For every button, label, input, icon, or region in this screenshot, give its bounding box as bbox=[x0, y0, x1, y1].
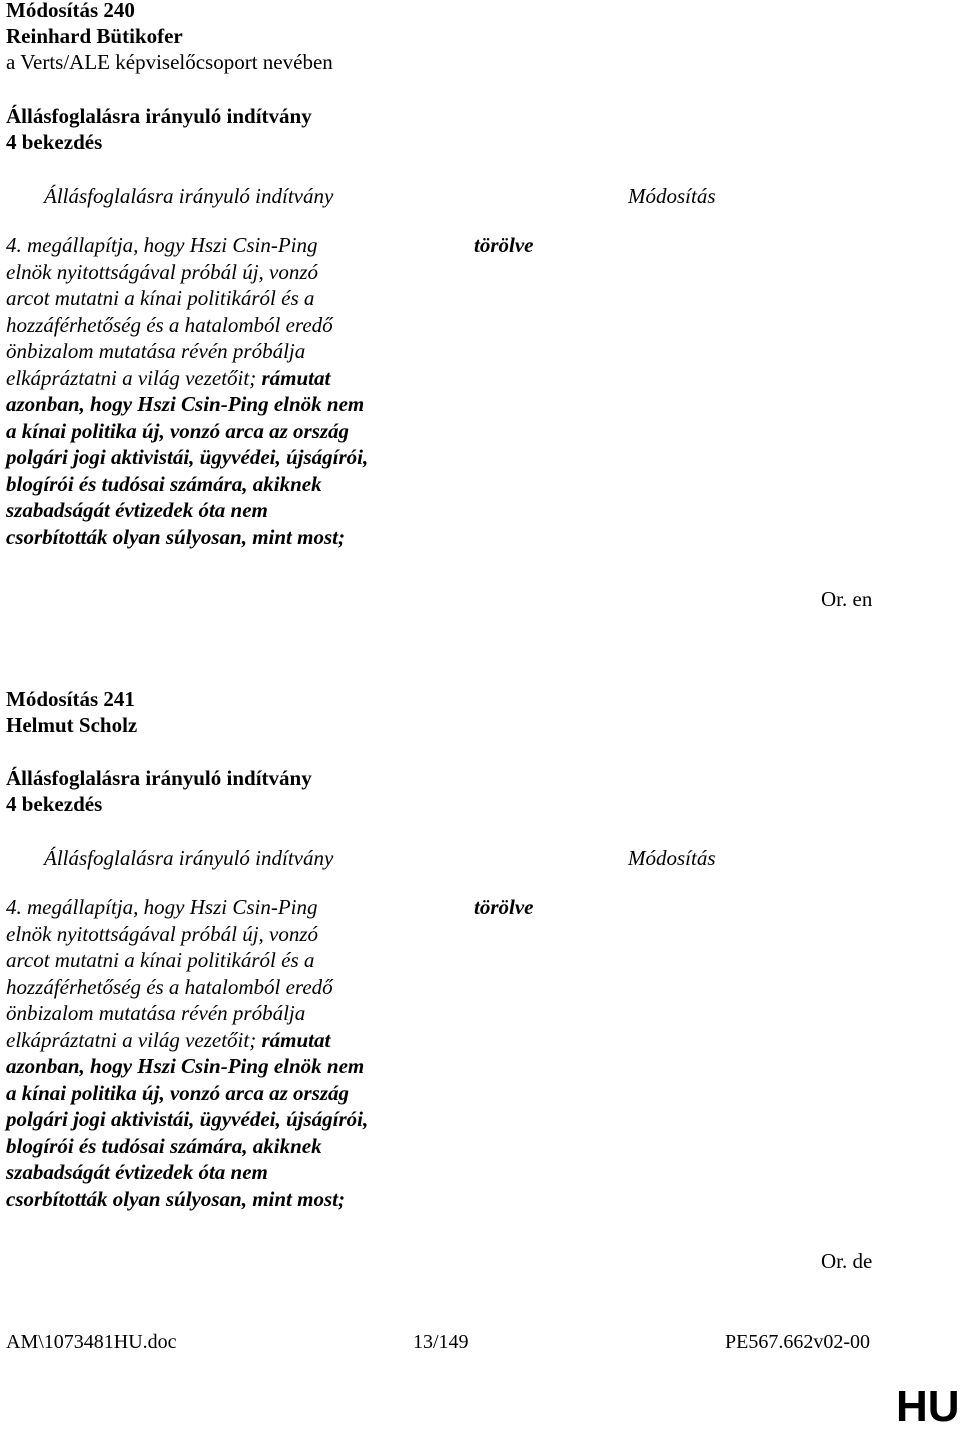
amendment-240-author: Reinhard Bütikofer bbox=[6, 24, 183, 48]
footer-pe-reference: PE567.662v02-00 bbox=[725, 1331, 870, 1353]
amendment-241-text-unchanged: 4. megállapítja, hogy Hszi Csin-Ping elnök nyitottságával próbál új, vonzó arcot mutatni a kínai politikáról és a hozzáférhetőség és a hatalomból eredő önbizalom mutatása révén próbálja elkápráztatni a világ vezetőit; bbox=[6, 895, 333, 1052]
amendment-240-original-language: Or. en bbox=[821, 587, 873, 611]
amendment-241-original-language: Or. de bbox=[821, 1249, 873, 1273]
footer-language-code: HU bbox=[896, 1382, 960, 1431]
amendment-241-author: Helmut Scholz bbox=[6, 713, 138, 737]
amendment-240-text-unchanged: 4. megállapítja, hogy Hszi Csin-Ping elnök nyitottságával próbál új, vonzó arcot mutatni a kínai politikáról és a hozzáférhetőség és a hatalomból eredő önbizalom mutatása révén próbálja elkápráztatni a világ vezetőit; bbox=[6, 233, 333, 390]
amendment-240-doc-title: Állásfoglalásra irányuló indítvány bbox=[6, 104, 312, 128]
amendment-240-on-behalf: a Verts/ALE képviselőcsoport nevében bbox=[6, 50, 333, 74]
amendment-240-left-column-header: Állásfoglalásra irányuló indítvány bbox=[44, 184, 334, 208]
amendment-240-text-deleted: rámutat azonban, hogy Hszi Csin-Ping elnök nem a kínai politika új, vonzó arca az ország polgári jogi aktivistái, ügyvédei, újságírói, blogírói és tudósai számára, akiknek szabadságát évtizedek óta nem csorbították olyan súlyosan, mint most; bbox=[6, 365, 369, 549]
amendment-241-deleted-label: törölve bbox=[474, 895, 534, 919]
footer-page-number: 13/149 bbox=[413, 1331, 469, 1353]
amendment-240-original-text bbox=[6, 232, 368, 550]
footer-document-reference: AM\1073481HU.doc bbox=[6, 1331, 177, 1353]
amendment-241-right-column-header: Módosítás bbox=[628, 846, 716, 870]
amendment-240-right-column-header: Módosítás bbox=[628, 184, 716, 208]
amendment-241-doc-title: Állásfoglalásra irányuló indítvány bbox=[6, 766, 312, 790]
amendment-241-paragraph: 4 bekezdés bbox=[6, 792, 103, 816]
amendment-240-deleted-label: törölve bbox=[474, 233, 534, 257]
amendment-241-original-text bbox=[6, 894, 368, 1212]
amendment-240-number: Módosítás 240 bbox=[6, 0, 135, 22]
amendment-241-left-column-header: Állásfoglalásra irányuló indítvány bbox=[44, 846, 334, 870]
amendment-241-number: Módosítás 241 bbox=[6, 687, 135, 711]
amendment-240-paragraph: 4 bekezdés bbox=[6, 130, 103, 154]
amendment-241-text-deleted: rámutat azonban, hogy Hszi Csin-Ping elnök nem a kínai politika új, vonzó arca az ország polgári jogi aktivistái, ügyvédei, újságírói, blogírói és tudósai számára, akiknek szabadságát évtizedek óta nem csorbították olyan súlyosan, mint most; bbox=[6, 1027, 369, 1211]
